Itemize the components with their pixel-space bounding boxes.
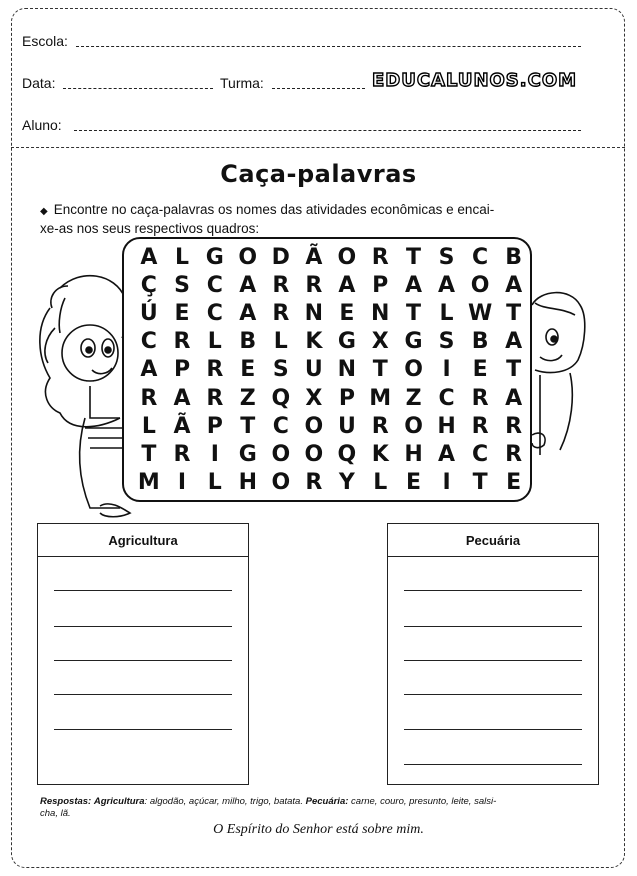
- grid-row: [132, 328, 530, 356]
- grid-cell[interactable]: L: [207, 470, 222, 496]
- instruction: [40, 201, 600, 237]
- answers-prefix: Respostas:: [40, 796, 92, 807]
- grid-cell[interactable]: A: [239, 300, 257, 326]
- grid-cell[interactable]: R: [505, 441, 523, 467]
- grid-cell[interactable]: T: [506, 357, 522, 383]
- grid-cell[interactable]: A: [173, 385, 191, 411]
- grid-cell[interactable]: H: [437, 413, 456, 439]
- grid-cell[interactable]: O: [337, 244, 357, 270]
- grid-cell[interactable]: U: [337, 413, 356, 439]
- grid-cell[interactable]: N: [304, 300, 324, 326]
- grid-cell[interactable]: A: [438, 441, 456, 467]
- grid-cell[interactable]: T: [240, 413, 256, 439]
- grid-cell[interactable]: R: [173, 329, 191, 355]
- answer-line[interactable]: [404, 764, 582, 765]
- instruction-line-2: xe-as nos seus respectivos quadros:: [40, 221, 260, 236]
- grid-cell[interactable]: C: [438, 385, 455, 411]
- livestock-box: [387, 523, 599, 785]
- grid-cell[interactable]: R: [140, 385, 158, 411]
- grid-cell[interactable]: Ç: [140, 272, 157, 298]
- grid-cell[interactable]: H: [404, 441, 423, 467]
- student-field[interactable]: [74, 130, 581, 131]
- grid-cell[interactable]: A: [505, 385, 523, 411]
- grid-cell[interactable]: C: [472, 244, 489, 270]
- grid-cell[interactable]: C: [472, 441, 489, 467]
- grid-cell[interactable]: P: [173, 357, 191, 383]
- answers-pec-text: carne, couro, presunto, leite, salsi-: [348, 796, 497, 807]
- answer-line[interactable]: [404, 729, 582, 730]
- grid-cell[interactable]: I: [177, 470, 187, 496]
- grid-cell[interactable]: O: [404, 357, 423, 383]
- grid-cell[interactable]: G: [205, 244, 224, 270]
- grid-row: [132, 299, 530, 327]
- grid-cell[interactable]: E: [174, 300, 190, 326]
- grid-cell[interactable]: S: [438, 329, 455, 355]
- grid-cell[interactable]: R: [371, 413, 389, 439]
- grid-cell[interactable]: B: [239, 329, 257, 355]
- grid-cell[interactable]: S: [174, 272, 190, 298]
- grid-cell[interactable]: O: [470, 272, 490, 298]
- grid-cell[interactable]: A: [438, 272, 456, 298]
- page-title: Caça-palavras: [220, 160, 417, 188]
- grid-cell[interactable]: C: [140, 329, 157, 355]
- grid-cell[interactable]: U: [304, 357, 323, 383]
- grid-cell[interactable]: Q: [337, 441, 357, 467]
- grid-cell[interactable]: T: [406, 300, 422, 326]
- grid-cell[interactable]: T: [472, 470, 488, 496]
- grid-cell[interactable]: A: [239, 272, 257, 298]
- grid-cell[interactable]: Ú: [139, 300, 158, 326]
- grid-cell[interactable]: T: [372, 357, 388, 383]
- grid-cell[interactable]: L: [373, 470, 388, 496]
- agriculture-box: [37, 523, 249, 785]
- grid-cell[interactable]: R: [471, 385, 489, 411]
- answer-line[interactable]: [404, 694, 582, 695]
- answers-pec-label: Pecuária:: [305, 796, 349, 807]
- grid-cell[interactable]: K: [305, 329, 323, 355]
- grid-cell[interactable]: M: [137, 470, 160, 496]
- grid-cell[interactable]: O: [304, 441, 324, 467]
- answer-line[interactable]: [404, 660, 582, 661]
- grid-cell[interactable]: O: [304, 413, 324, 439]
- grid-row: [132, 412, 530, 440]
- grid-cell[interactable]: Z: [405, 385, 422, 411]
- agriculture-box-title: Agricultura: [38, 524, 248, 557]
- grid-cell[interactable]: L: [141, 413, 156, 439]
- grid-cell[interactable]: S: [272, 357, 289, 383]
- grid-cell[interactable]: O: [271, 441, 291, 467]
- class-label: Turma:: [220, 75, 264, 91]
- grid-row: [132, 356, 530, 384]
- grid-cell[interactable]: E: [240, 357, 256, 383]
- grid-cell[interactable]: R: [305, 470, 323, 496]
- grid-cell[interactable]: X: [371, 329, 389, 355]
- livestock-box-title: Pecuária: [388, 524, 598, 557]
- grid-row: [132, 469, 530, 497]
- grid-cell[interactable]: N: [371, 300, 390, 326]
- site-logo: EDUCALUNOS.COM: [372, 70, 578, 91]
- grid-cell[interactable]: Ã: [305, 244, 323, 270]
- grid-cell[interactable]: K: [371, 441, 389, 467]
- date-label: Data:: [22, 75, 56, 91]
- answer-line[interactable]: [54, 694, 232, 695]
- grid-cell[interactable]: M: [369, 385, 392, 411]
- grid-cell[interactable]: G: [238, 441, 257, 467]
- grid-cell[interactable]: A: [505, 329, 523, 355]
- answer-key: [40, 796, 600, 820]
- grid-cell[interactable]: O: [238, 244, 258, 270]
- date-field[interactable]: [63, 88, 213, 89]
- boy-illustration: [530, 285, 590, 455]
- word-search-grid: [122, 237, 532, 502]
- grid-row: [132, 243, 530, 271]
- grid-cell[interactable]: E: [406, 470, 422, 496]
- grid-cell[interactable]: O: [404, 413, 423, 439]
- grid-cell[interactable]: T: [141, 441, 157, 467]
- footer-verse: O Espírito do Senhor está sobre mim.: [213, 822, 424, 837]
- grid-cell[interactable]: W: [467, 300, 493, 326]
- grid-cell[interactable]: Q: [271, 385, 291, 411]
- class-field[interactable]: [272, 88, 365, 89]
- grid-cell[interactable]: R: [505, 413, 523, 439]
- grid-cell[interactable]: R: [272, 300, 290, 326]
- diamond-bullet-icon: ◆: [40, 206, 48, 217]
- grid-cell[interactable]: C: [206, 272, 223, 298]
- grid-cell[interactable]: G: [404, 329, 423, 355]
- grid-cell[interactable]: B: [471, 329, 489, 355]
- grid-cell[interactable]: R: [272, 272, 290, 298]
- grid-cell[interactable]: S: [438, 244, 455, 270]
- grid-cell[interactable]: C: [206, 300, 223, 326]
- answer-line[interactable]: [404, 626, 582, 627]
- grid-cell[interactable]: A: [405, 272, 423, 298]
- school-label: Escola:: [22, 33, 68, 49]
- grid-cell[interactable]: I: [210, 441, 219, 467]
- answers-agri-text: : algodão, açúcar, milho, trigo, batata.: [144, 796, 303, 807]
- grid-cell[interactable]: P: [338, 385, 355, 411]
- grid-cell[interactable]: C: [272, 413, 289, 439]
- answer-line[interactable]: [404, 590, 582, 591]
- grid-cell[interactable]: A: [505, 272, 523, 298]
- grid-cell[interactable]: E: [339, 300, 355, 326]
- grid-cell[interactable]: R: [206, 385, 224, 411]
- grid-cell[interactable]: Ã: [173, 413, 191, 439]
- answer-line[interactable]: [54, 729, 232, 730]
- grid-cell[interactable]: E: [506, 470, 522, 496]
- student-label: Aluno:: [22, 117, 62, 133]
- grid-cell[interactable]: A: [338, 272, 356, 298]
- school-field[interactable]: [76, 46, 581, 47]
- instruction-line-1: Encontre no caça-palavras os nomes das atividades econômicas e encai-: [53, 202, 495, 217]
- grid-cell[interactable]: L: [174, 244, 190, 270]
- grid-cell[interactable]: G: [337, 329, 356, 355]
- answers-agri-label: Agricultura: [93, 796, 145, 807]
- grid-cell[interactable]: I: [442, 470, 451, 496]
- grid-cell[interactable]: I: [442, 357, 451, 383]
- grid-row: [132, 384, 530, 412]
- grid-cell[interactable]: O: [271, 470, 291, 496]
- grid-cell[interactable]: A: [140, 357, 158, 383]
- grid-cell[interactable]: R: [305, 272, 323, 298]
- grid-cell[interactable]: H: [238, 470, 257, 496]
- grid-cell[interactable]: X: [305, 385, 323, 411]
- grid-cell[interactable]: T: [506, 300, 522, 326]
- grid-cell[interactable]: L: [273, 329, 288, 355]
- grid-cell[interactable]: B: [505, 244, 522, 270]
- grid-cell[interactable]: D: [271, 244, 290, 270]
- grid-cell[interactable]: N: [337, 357, 357, 383]
- grid-row: [132, 271, 530, 299]
- grid-cell[interactable]: Z: [239, 385, 256, 411]
- answer-line[interactable]: [54, 590, 232, 591]
- grid-cell[interactable]: R: [206, 357, 224, 383]
- grid-cell[interactable]: P: [372, 272, 389, 298]
- grid-cell[interactable]: L: [439, 300, 454, 326]
- answers-line-2: cha, lã.: [40, 808, 71, 819]
- grid-cell[interactable]: T: [406, 244, 422, 270]
- header-divider: [11, 147, 625, 148]
- grid-cell[interactable]: R: [471, 413, 489, 439]
- answer-line[interactable]: [54, 660, 232, 661]
- grid-cell[interactable]: P: [206, 413, 223, 439]
- answer-line[interactable]: [54, 626, 232, 627]
- grid-cell[interactable]: R: [371, 244, 389, 270]
- grid-cell[interactable]: A: [140, 244, 158, 270]
- grid-cell[interactable]: L: [207, 329, 222, 355]
- grid-cell[interactable]: E: [472, 357, 488, 383]
- grid-cell[interactable]: Y: [338, 470, 355, 496]
- grid-cell[interactable]: R: [173, 441, 191, 467]
- grid-row: [132, 440, 530, 468]
